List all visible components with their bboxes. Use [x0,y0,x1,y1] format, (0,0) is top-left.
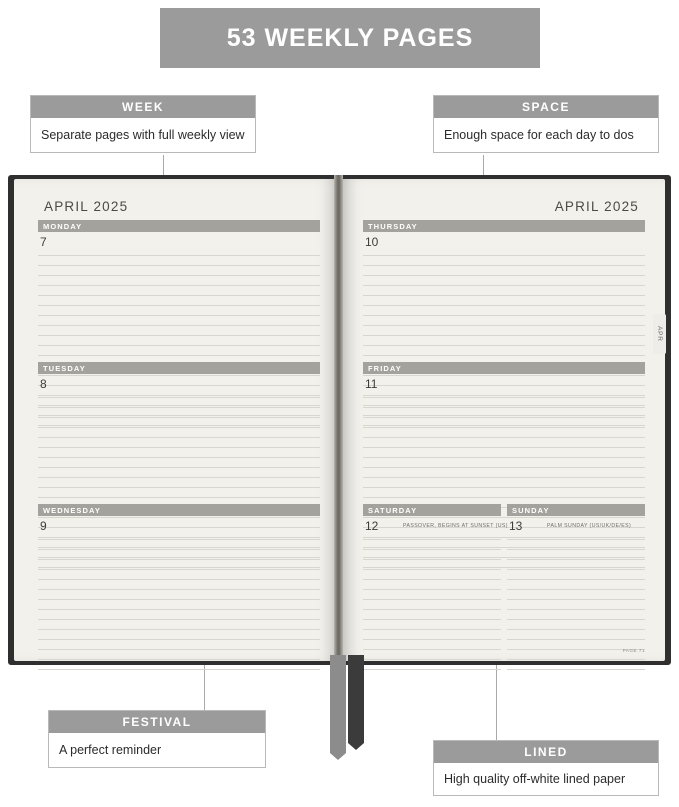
day-name-thursday: THURSDAY [368,221,418,231]
lines-sunday [507,539,645,679]
day-number-monday: 7 [40,235,47,249]
lines-saturday [363,539,501,679]
day-name-sunday: SUNDAY [512,505,550,515]
day-number-thursday: 10 [365,235,379,249]
month-label-left: APRIL 2025 [44,199,129,214]
day-number-saturday: 12 [365,519,379,533]
day-header-saturday [363,504,501,516]
callout-festival [48,710,266,768]
festival-note-sunday: PALM SUNDAY (US/UK/DE/ES) [547,523,632,529]
lines-wednesday [38,539,320,679]
day-name-friday: FRIDAY [368,363,402,373]
day-header-monday [38,220,320,232]
planner-book [8,175,671,665]
month-label-right: APRIL 2025 [554,199,639,214]
callout-festival-text: A perfect reminder [59,743,162,757]
callout-festival-title: FESTIVAL [49,711,265,733]
day-number-friday: 11 [365,377,378,391]
page-footer: PAGE 71 [622,648,645,653]
callout-week [30,95,256,153]
callout-lined-title: LINED [434,741,658,763]
callout-lined [433,740,659,796]
callout-space [433,95,659,153]
bookmark-ribbon-gray [330,655,346,753]
headline-banner [160,8,540,68]
day-name-wednesday: WEDNESDAY [43,505,101,515]
planner-right-page [341,179,665,661]
bookmark-ribbon-black [348,655,364,743]
callout-week-title: WEEK [31,96,255,118]
headline-text: 53 WEEKLY PAGES [226,23,474,52]
month-tab-apr [653,314,666,354]
callout-space-title: SPACE [434,96,658,118]
day-number-sunday: 13 [509,519,523,533]
month-tab-label: APR [656,326,663,342]
book-spine [334,175,343,665]
callout-week-text: Separate pages with full weekly view [41,128,245,142]
day-header-tuesday [38,362,320,374]
day-name-tuesday: TUESDAY [43,363,86,373]
callout-lined-text: High quality off-white lined paper [444,772,626,786]
day-header-wednesday [38,504,320,516]
day-name-saturday: SATURDAY [368,505,418,515]
planner-left-page [14,179,338,661]
day-number-tuesday: 8 [40,377,47,391]
callout-space-text: Enough space for each day to dos [444,128,634,142]
day-header-thursday [363,220,645,232]
day-number-wednesday: 9 [40,519,47,533]
day-name-monday: MONDAY [43,221,83,231]
day-header-sunday [507,504,645,516]
festival-note-saturday: PASSOVER, BEGINS AT SUNSET (US) [403,523,508,529]
day-header-friday [363,362,645,374]
